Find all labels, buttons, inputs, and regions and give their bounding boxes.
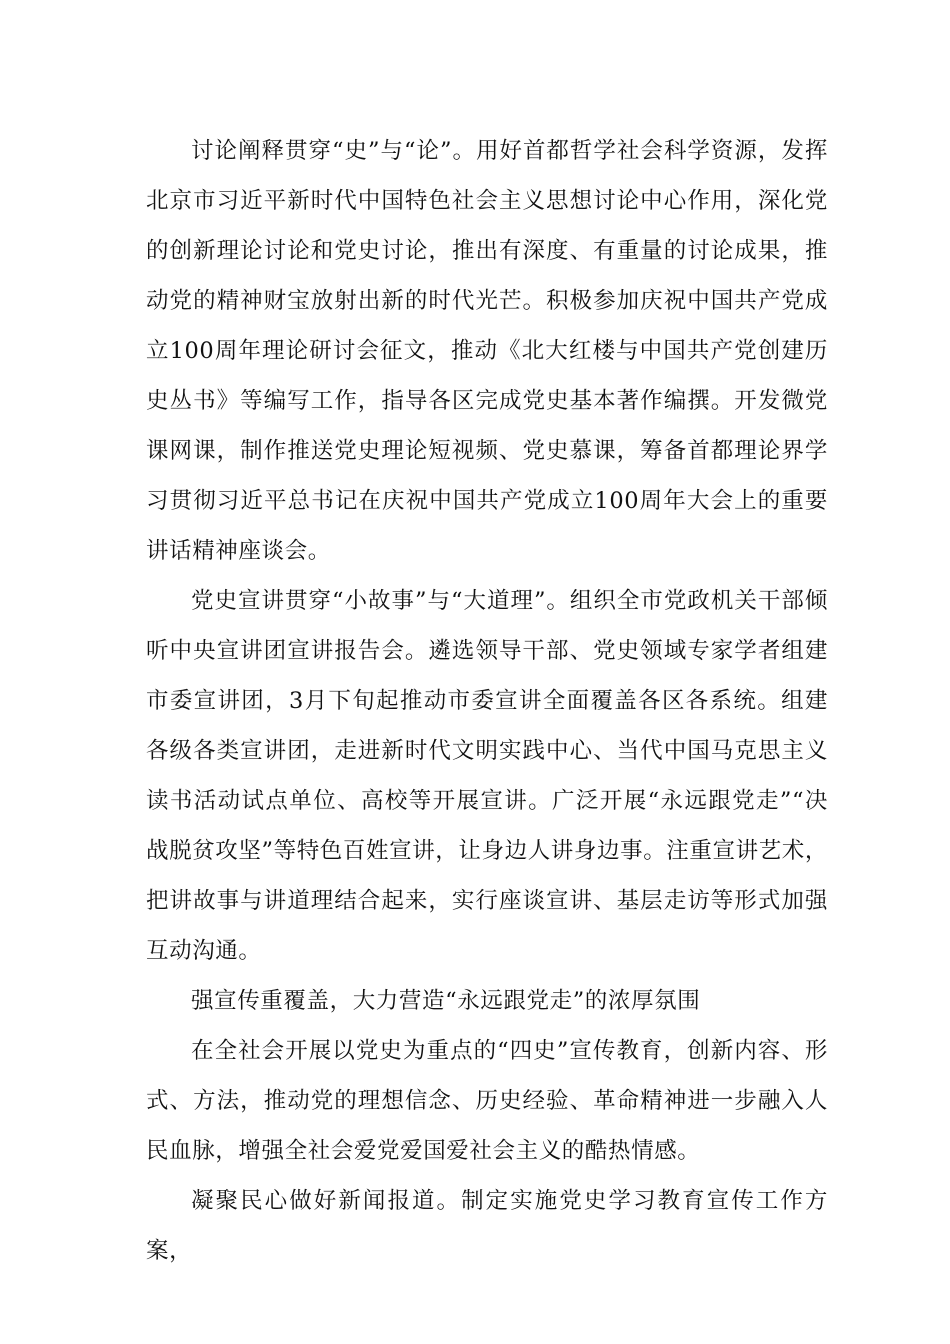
paragraph-research-interpretation: 讨论阐释贯穿“史”与“论”。用好首都哲学社会科学资源，发挥北京市习近平新时代中国特色社会主义思想讨论中心作用，深化党的创新理论讨论和党史讨论，推出有深度、有重量的讨论成果，推动党的精神财宝放射出新的时代光芒。积极参加庆祝中国共产党成立100周年理论研讨会征文，推动《北大红楼与中国共产党创建历史丛书》等编写工作，指导各区完成党史基本著作编撰。开发微党课网课，制作推送党史理论短视频、党史慕课，筹备首都理论界学习贯彻习近平总书记在庆祝中国共产党成立100周年大会上的重要讲话精神座谈会。 — [146, 138, 828, 564]
document-body — [146, 126, 828, 1276]
paragraph-four-histories-education: 在全社会开展以党史为重点的“四史”宣传教育，创新内容、形式、方法，推动党的理想信念、历史经验、革命精神进一步融入人民血脉，增强全社会爱党爱国爱社会主义的酷热情感。 — [146, 1038, 828, 1164]
section-heading-publicity-coverage: 强宣传重覆盖，大力营造“永远跟党走”的浓厚氛围 — [191, 988, 701, 1014]
paragraph-party-history-lectures: 党史宣讲贯穿“小故事”与“大道理”。组织全市党政机关干部倾听中央宣讲团宣讲报告会。遴选领导干部、党史领域专家学者组建市委宣讲团，3月下旬起推动市委宣讲全面覆盖各区各系统。组建各级各类宣讲团，走进新时代文明实践中心、当代中国马克思主义读书活动试点单位、高校等开展宣讲。广泛开展“永远跟党走”“决战脱贫攻坚”等特色百姓宣讲，让身边人讲身边事。注重宣讲艺术，把讲故事与讲道理结合起来，实行座谈宣讲、基层走访等形式加强互动沟通。 — [146, 588, 829, 964]
paragraph-news-reporting: 凝聚民心做好新闻报道。制定实施党史学习教育宣传工作方案， — [146, 1188, 828, 1264]
